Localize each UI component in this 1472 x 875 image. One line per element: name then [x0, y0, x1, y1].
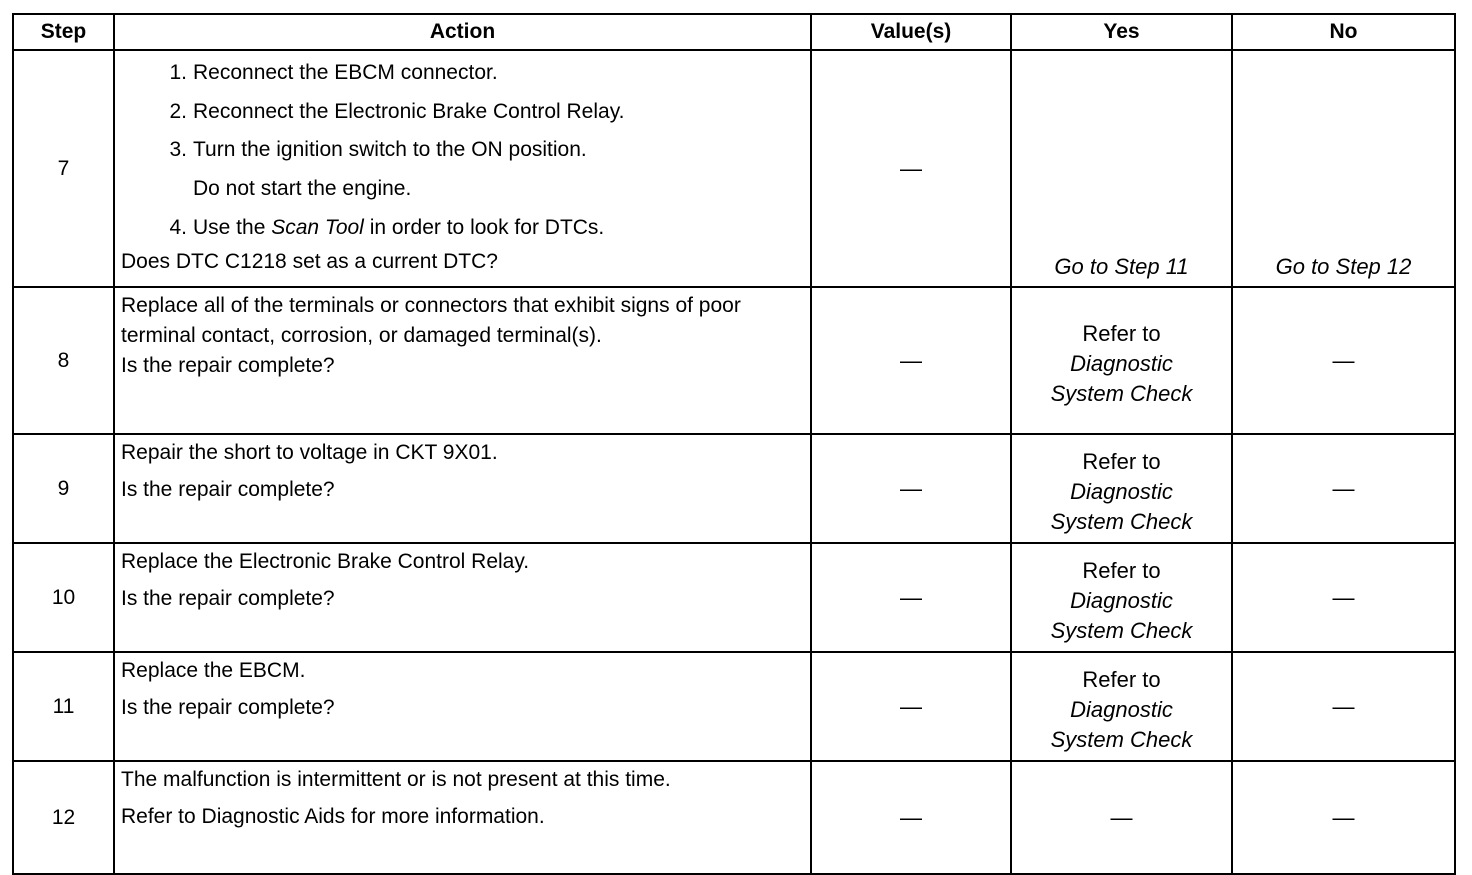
- table-row: [13, 434, 1455, 543]
- step-number: 10: [13, 543, 114, 652]
- action-question: Is the repair complete?: [121, 696, 335, 719]
- action-text: The malfunction is intermittent or is not present at this time.: [121, 768, 671, 791]
- table-row: [13, 287, 1455, 434]
- refer-diagnostic-text: Diagnostic: [1070, 350, 1173, 376]
- refer-diagnostic-text: Diagnostic: [1070, 478, 1173, 504]
- value-cell: —: [811, 50, 1011, 287]
- refer-system-check-text: System Check: [1050, 617, 1193, 643]
- step-number: 7: [13, 50, 114, 287]
- list-item: [121, 93, 806, 132]
- list-item-text: Turn the ignition switch to the ON position.: [193, 138, 587, 162]
- step-number: 9: [13, 434, 114, 543]
- value-cell: —: [811, 761, 1011, 874]
- action-question: Does DTC C1218 set as a current DTC?: [121, 249, 498, 273]
- yes-cell: [1011, 287, 1232, 434]
- no-goto-step: Go to Step 12: [1232, 50, 1455, 287]
- value-cell: —: [811, 652, 1011, 761]
- action-question: Is the repair complete?: [121, 478, 335, 501]
- refer-system-check-text: System Check: [1050, 508, 1193, 534]
- list-item-text: Reconnect the Electronic Brake Control Relay.: [193, 99, 625, 123]
- no-cell: —: [1232, 652, 1455, 761]
- header-action: Action: [114, 14, 811, 50]
- value-cell: —: [811, 543, 1011, 652]
- text-before: Use the: [193, 215, 266, 239]
- action-steps-list: [121, 54, 806, 247]
- refer-diagnostic-text: Diagnostic: [1070, 696, 1173, 722]
- no-cell: —: [1232, 761, 1455, 874]
- action-question: Is the repair complete?: [121, 587, 335, 610]
- yes-cell: [1011, 543, 1232, 652]
- yes-cell: [1011, 434, 1232, 543]
- value-cell: —: [811, 287, 1011, 434]
- header-yes: Yes: [1011, 14, 1232, 50]
- action-text: Replace all of the terminals or connectors that exhibit signs of poor terminal contact, corrosion, or damaged terminal(s).: [121, 294, 741, 347]
- list-item-number: 3.: [169, 138, 187, 162]
- no-cell: —: [1232, 543, 1455, 652]
- action-cell: [114, 50, 811, 287]
- list-item-number: 2.: [169, 99, 187, 123]
- step-number: 11: [13, 652, 114, 761]
- action-cell: [114, 287, 811, 434]
- refer-system-check-text: System Check: [1050, 726, 1193, 752]
- list-item-text: Do not start the engine.: [193, 177, 412, 201]
- diagnostic-table: [12, 13, 1456, 875]
- refer-diagnostic-text: Diagnostic: [1070, 587, 1173, 613]
- scan-tool-term: Scan Tool: [271, 215, 364, 239]
- header-step: Step: [13, 14, 114, 50]
- list-item-text: [193, 213, 604, 243]
- no-cell: —: [1232, 287, 1455, 434]
- action-cell: [114, 434, 811, 543]
- table-row: [13, 50, 1455, 287]
- refer-to-text: Refer to: [1082, 666, 1161, 692]
- header-values: Value(s): [811, 14, 1011, 50]
- action-cell: [114, 543, 811, 652]
- no-cell: —: [1232, 434, 1455, 543]
- action-text: Replace the EBCM.: [121, 659, 306, 682]
- header-no: No: [1232, 14, 1455, 50]
- action-text: Repair the short to voltage in CKT 9X01.: [121, 441, 498, 464]
- value-cell: —: [811, 434, 1011, 543]
- refer-system-check-text: System Check: [1050, 380, 1193, 406]
- list-item-number: 4.: [169, 215, 187, 239]
- action-cell: [114, 652, 811, 761]
- refer-to-text: Refer to: [1082, 557, 1161, 583]
- step-number: 8: [13, 287, 114, 434]
- yes-cell: [1011, 652, 1232, 761]
- action-text: Replace the Electronic Brake Control Relay.: [121, 550, 530, 573]
- table-row: [13, 543, 1455, 652]
- list-item: [121, 170, 806, 209]
- list-item: [121, 131, 806, 170]
- table-row: [13, 652, 1455, 761]
- action-question: Is the repair complete?: [121, 354, 335, 377]
- list-item-number: 1.: [169, 61, 187, 85]
- step-number: 12: [13, 761, 114, 874]
- yes-goto-step: Go to Step 11: [1011, 50, 1232, 287]
- text-after: in order to look for DTCs.: [369, 215, 605, 239]
- table-row: [13, 761, 1455, 874]
- list-item-text: Reconnect the EBCM connector.: [193, 61, 498, 85]
- action-cell: [114, 761, 811, 874]
- list-item: [121, 208, 806, 247]
- header-row: [13, 14, 1455, 50]
- refer-to-text: Refer to: [1082, 448, 1161, 474]
- list-item: [121, 54, 806, 93]
- action-question: Refer to Diagnostic Aids for more information.: [121, 805, 545, 828]
- refer-to-text: Refer to: [1082, 320, 1161, 346]
- yes-cell: —: [1011, 761, 1232, 874]
